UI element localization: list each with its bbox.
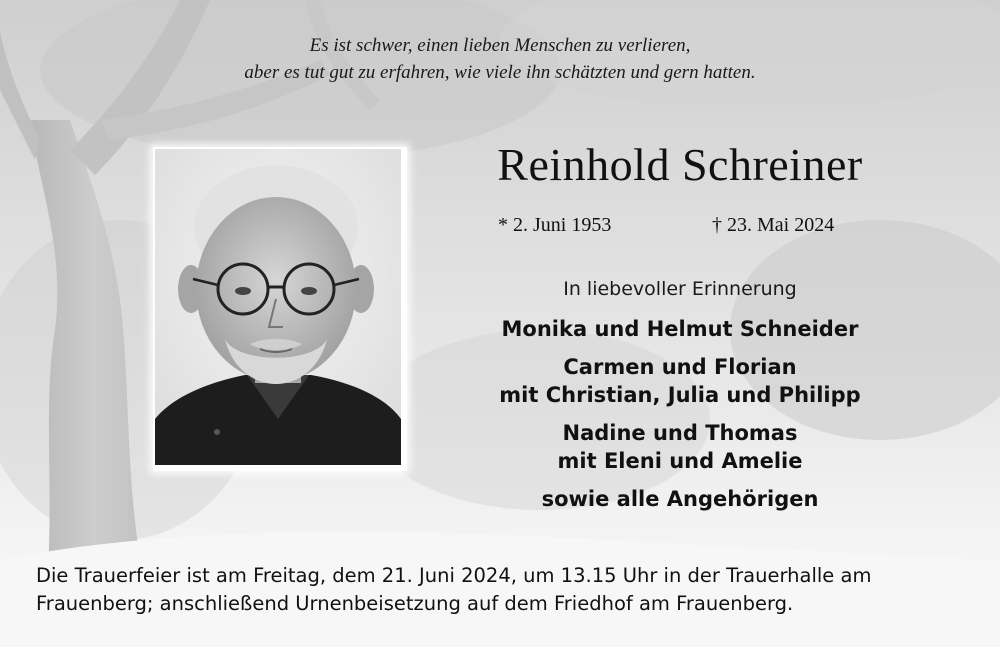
mourner-group-2-line-2: mit Christian, Julia und Philipp — [499, 383, 861, 407]
mourners-list — [440, 315, 920, 513]
service-line-2: Frauenberg; anschließend Urnenbeisetzung auf dem Friedhof am Frauenberg. — [36, 592, 794, 615]
mourner-group-4: sowie alle Angehörigen — [541, 487, 819, 511]
deceased-name: Reinhold Schreiner — [497, 139, 863, 190]
funeral-service-info — [36, 562, 976, 618]
mourner-group-3-line-2: mit Eleni und Amelie — [557, 449, 803, 473]
memory-heading: In liebevoller Erinnerung — [563, 278, 797, 300]
quote-line-1: Es ist schwer, einen lieben Menschen zu verlieren, — [309, 35, 691, 56]
quote-line-2: aber es tut gut zu erfahren, wie viele ihn schätzten und gern hatten. — [244, 62, 756, 83]
mourner-group-2-line-1: Carmen und Florian — [563, 355, 797, 379]
portrait-image — [155, 149, 401, 465]
opening-quote — [0, 32, 1000, 86]
death-date: † 23. Mai 2024 — [712, 214, 835, 236]
portrait-photo — [153, 147, 407, 471]
mourner-group-3-line-1: Nadine und Thomas — [562, 421, 798, 445]
service-line-1: Die Trauerfeier ist am Freitag, dem 21. Juni 2024, um 13.15 Uhr in der Trauerhalle am — [36, 564, 872, 587]
mourner-group-1: Monika und Helmut Schneider — [501, 317, 859, 341]
birth-date: * 2. Juni 1953 — [498, 214, 612, 236]
